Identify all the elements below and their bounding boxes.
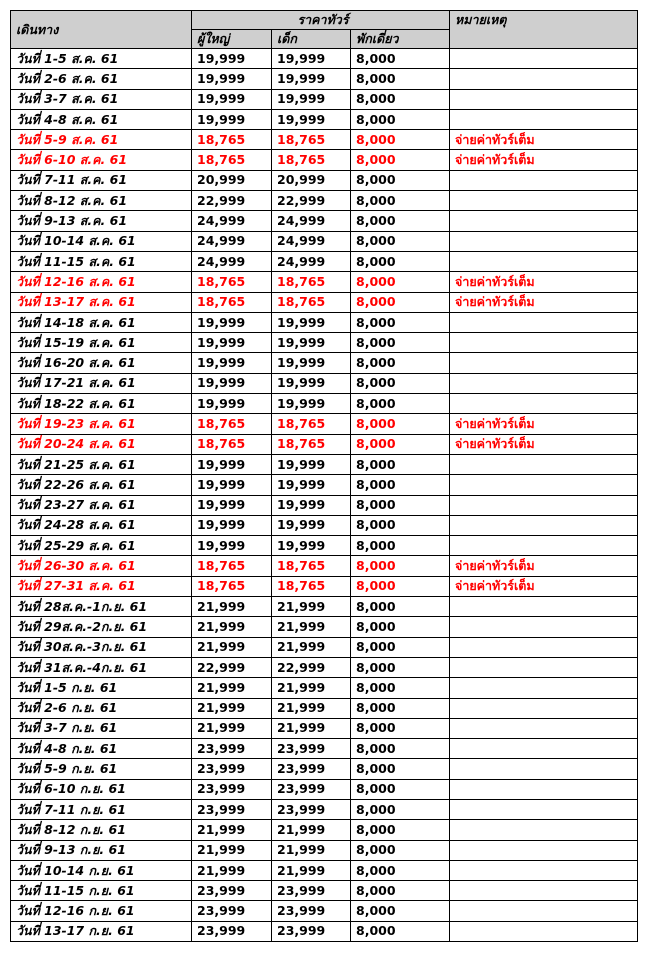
note-cell [450, 211, 638, 231]
child-price-cell: 19,999 [272, 515, 351, 535]
child-price-cell: 19,999 [272, 536, 351, 556]
note-cell [450, 454, 638, 474]
note-cell [450, 860, 638, 880]
adult-price-cell: 21,999 [192, 617, 272, 637]
route-cell: วันที่ 6-10 ก.ย. 61 [11, 779, 192, 799]
single-supplement-cell: 8,000 [351, 170, 450, 190]
route-cell: วันที่ 31ส.ค.-4ก.ย. 61 [11, 657, 192, 677]
table-row [11, 698, 638, 718]
table-row [11, 495, 638, 515]
route-cell: วันที่ 24-28 ส.ค. 61 [11, 515, 192, 535]
child-price-cell: 19,999 [272, 373, 351, 393]
child-price-cell: 23,999 [272, 739, 351, 759]
table-row [11, 109, 638, 129]
table-row [11, 739, 638, 759]
note-cell [450, 49, 638, 69]
header-adult: ผู้ใหญ่ [192, 30, 272, 49]
adult-price-cell: 24,999 [192, 211, 272, 231]
single-supplement-cell: 8,000 [351, 860, 450, 880]
child-price-cell: 19,999 [272, 353, 351, 373]
route-cell: วันที่ 5-9 ก.ย. 61 [11, 759, 192, 779]
table-row [11, 272, 638, 292]
adult-price-cell: 19,999 [192, 69, 272, 89]
table-row [11, 89, 638, 109]
table-row [11, 657, 638, 677]
table-body [11, 49, 638, 942]
adult-price-cell: 21,999 [192, 820, 272, 840]
table-row [11, 130, 638, 150]
route-cell: วันที่ 8-12 ส.ค. 61 [11, 191, 192, 211]
single-supplement-cell: 8,000 [351, 759, 450, 779]
adult-price-cell: 18,765 [192, 556, 272, 576]
route-cell: วันที่ 14-18 ส.ค. 61 [11, 312, 192, 332]
adult-price-cell: 23,999 [192, 739, 272, 759]
adult-price-cell: 21,999 [192, 637, 272, 657]
route-cell: วันที่ 2-6 ส.ค. 61 [11, 69, 192, 89]
table-row [11, 576, 638, 596]
route-cell: วันที่ 12-16 ส.ค. 61 [11, 272, 192, 292]
adult-price-cell: 23,999 [192, 779, 272, 799]
note-cell [450, 109, 638, 129]
child-price-cell: 18,765 [272, 272, 351, 292]
note-cell [450, 759, 638, 779]
adult-price-cell: 19,999 [192, 394, 272, 414]
table-row [11, 759, 638, 779]
header-child: เด็ก [272, 30, 351, 49]
note-cell [450, 921, 638, 941]
route-cell: วันที่ 13-17 ส.ค. 61 [11, 292, 192, 312]
route-cell: วันที่ 30ส.ค.-3ก.ย. 61 [11, 637, 192, 657]
adult-price-cell: 21,999 [192, 860, 272, 880]
adult-price-cell: 21,999 [192, 840, 272, 860]
note-cell [450, 536, 638, 556]
child-price-cell: 21,999 [272, 597, 351, 617]
table-row [11, 231, 638, 251]
adult-price-cell: 19,999 [192, 454, 272, 474]
table-row [11, 901, 638, 921]
adult-price-cell: 18,765 [192, 414, 272, 434]
child-price-cell: 24,999 [272, 231, 351, 251]
note-cell [450, 597, 638, 617]
child-price-cell: 19,999 [272, 109, 351, 129]
single-supplement-cell: 8,000 [351, 109, 450, 129]
single-supplement-cell: 8,000 [351, 49, 450, 69]
route-cell: วันที่ 1-5 ส.ค. 61 [11, 49, 192, 69]
note-cell [450, 718, 638, 738]
note-cell [450, 170, 638, 190]
single-supplement-cell: 8,000 [351, 637, 450, 657]
route-cell: วันที่ 9-13 ส.ค. 61 [11, 211, 192, 231]
note-cell [450, 881, 638, 901]
note-cell [450, 191, 638, 211]
note-cell [450, 779, 638, 799]
table-row [11, 454, 638, 474]
child-price-cell: 21,999 [272, 637, 351, 657]
note-cell [450, 495, 638, 515]
child-price-cell: 21,999 [272, 698, 351, 718]
adult-price-cell: 22,999 [192, 657, 272, 677]
child-price-cell: 24,999 [272, 211, 351, 231]
child-price-cell: 19,999 [272, 394, 351, 414]
table-row [11, 840, 638, 860]
route-cell: วันที่ 5-9 ส.ค. 61 [11, 130, 192, 150]
note-cell: จ่ายค่าทัวร์เต็ม [450, 576, 638, 596]
adult-price-cell: 23,999 [192, 881, 272, 901]
route-cell: วันที่ 4-8 ส.ค. 61 [11, 109, 192, 129]
single-supplement-cell: 8,000 [351, 881, 450, 901]
adult-price-cell: 21,999 [192, 718, 272, 738]
table-row [11, 414, 638, 434]
child-price-cell: 19,999 [272, 495, 351, 515]
header-price-group: ราคาทัวร์ [192, 11, 450, 30]
adult-price-cell: 19,999 [192, 109, 272, 129]
single-supplement-cell: 8,000 [351, 515, 450, 535]
note-cell [450, 617, 638, 637]
child-price-cell: 18,765 [272, 292, 351, 312]
adult-price-cell: 19,999 [192, 353, 272, 373]
note-cell [450, 333, 638, 353]
single-supplement-cell: 8,000 [351, 475, 450, 495]
child-price-cell: 21,999 [272, 617, 351, 637]
table-row [11, 678, 638, 698]
route-cell: วันที่ 6-10 ส.ค. 61 [11, 150, 192, 170]
child-price-cell: 23,999 [272, 881, 351, 901]
table-row [11, 69, 638, 89]
table-row [11, 637, 638, 657]
note-cell: จ่ายค่าทัวร์เต็ม [450, 434, 638, 454]
single-supplement-cell: 8,000 [351, 150, 450, 170]
single-supplement-cell: 8,000 [351, 799, 450, 819]
single-supplement-cell: 8,000 [351, 89, 450, 109]
single-supplement-cell: 8,000 [351, 292, 450, 312]
single-supplement-cell: 8,000 [351, 353, 450, 373]
note-cell: จ่ายค่าทัวร์เต็ม [450, 414, 638, 434]
route-cell: วันที่ 29ส.ค.-2ก.ย. 61 [11, 617, 192, 637]
single-supplement-cell: 8,000 [351, 921, 450, 941]
single-supplement-cell: 8,000 [351, 373, 450, 393]
route-cell: วันที่ 20-24 ส.ค. 61 [11, 434, 192, 454]
single-supplement-cell: 8,000 [351, 576, 450, 596]
adult-price-cell: 20,999 [192, 170, 272, 190]
single-supplement-cell: 8,000 [351, 251, 450, 271]
child-price-cell: 19,999 [272, 49, 351, 69]
adult-price-cell: 21,999 [192, 597, 272, 617]
table-row [11, 779, 638, 799]
table-row [11, 881, 638, 901]
note-cell [450, 353, 638, 373]
route-cell: วันที่ 7-11 ส.ค. 61 [11, 170, 192, 190]
note-cell [450, 69, 638, 89]
single-supplement-cell: 8,000 [351, 394, 450, 414]
child-price-cell: 22,999 [272, 657, 351, 677]
single-supplement-cell: 8,000 [351, 312, 450, 332]
route-cell: วันที่ 4-8 ก.ย. 61 [11, 739, 192, 759]
route-cell: วันที่ 22-26 ส.ค. 61 [11, 475, 192, 495]
adult-price-cell: 19,999 [192, 495, 272, 515]
table-row [11, 312, 638, 332]
note-cell [450, 515, 638, 535]
table-row [11, 799, 638, 819]
route-cell: วันที่ 27-31 ส.ค. 61 [11, 576, 192, 596]
adult-price-cell: 18,765 [192, 150, 272, 170]
adult-price-cell: 18,765 [192, 434, 272, 454]
note-cell [450, 251, 638, 271]
note-cell [450, 901, 638, 921]
child-price-cell: 21,999 [272, 820, 351, 840]
note-cell [450, 698, 638, 718]
note-cell [450, 394, 638, 414]
child-price-cell: 18,765 [272, 150, 351, 170]
table-row [11, 150, 638, 170]
table-row [11, 597, 638, 617]
table-row [11, 353, 638, 373]
table-row [11, 475, 638, 495]
note-cell [450, 89, 638, 109]
single-supplement-cell: 8,000 [351, 718, 450, 738]
adult-price-cell: 23,999 [192, 799, 272, 819]
table-header [11, 11, 638, 49]
note-cell [450, 820, 638, 840]
route-cell: วันที่ 23-27 ส.ค. 61 [11, 495, 192, 515]
table-row [11, 515, 638, 535]
single-supplement-cell: 8,000 [351, 617, 450, 637]
header-route: เดินทาง [11, 11, 192, 49]
note-cell: จ่ายค่าทัวร์เต็ม [450, 556, 638, 576]
route-cell: วันที่ 17-21 ส.ค. 61 [11, 373, 192, 393]
route-cell: วันที่ 28ส.ค.-1ก.ย. 61 [11, 597, 192, 617]
table-row [11, 251, 638, 271]
single-supplement-cell: 8,000 [351, 130, 450, 150]
single-supplement-cell: 8,000 [351, 840, 450, 860]
single-supplement-cell: 8,000 [351, 495, 450, 515]
route-cell: วันที่ 2-6 ก.ย. 61 [11, 698, 192, 718]
route-cell: วันที่ 11-15 ก.ย. 61 [11, 881, 192, 901]
adult-price-cell: 19,999 [192, 333, 272, 353]
child-price-cell: 22,999 [272, 191, 351, 211]
route-cell: วันที่ 10-14 ส.ค. 61 [11, 231, 192, 251]
single-supplement-cell: 8,000 [351, 211, 450, 231]
route-cell: วันที่ 16-20 ส.ค. 61 [11, 353, 192, 373]
single-supplement-cell: 8,000 [351, 678, 450, 698]
route-cell: วันที่ 7-11 ก.ย. 61 [11, 799, 192, 819]
note-cell [450, 231, 638, 251]
single-supplement-cell: 8,000 [351, 597, 450, 617]
single-supplement-cell: 8,000 [351, 698, 450, 718]
header-single: พักเดี่ยว [351, 30, 450, 49]
note-cell [450, 799, 638, 819]
note-cell: จ่ายค่าทัวร์เต็ม [450, 292, 638, 312]
single-supplement-cell: 8,000 [351, 820, 450, 840]
note-cell: จ่ายค่าทัวร์เต็ม [450, 130, 638, 150]
child-price-cell: 19,999 [272, 333, 351, 353]
child-price-cell: 21,999 [272, 860, 351, 880]
note-cell [450, 657, 638, 677]
route-cell: วันที่ 26-30 ส.ค. 61 [11, 556, 192, 576]
table-row [11, 536, 638, 556]
adult-price-cell: 19,999 [192, 515, 272, 535]
child-price-cell: 18,765 [272, 130, 351, 150]
table-row [11, 191, 638, 211]
route-cell: วันที่ 8-12 ก.ย. 61 [11, 820, 192, 840]
route-cell: วันที่ 11-15 ส.ค. 61 [11, 251, 192, 271]
child-price-cell: 23,999 [272, 779, 351, 799]
note-cell [450, 312, 638, 332]
child-price-cell: 21,999 [272, 678, 351, 698]
child-price-cell: 19,999 [272, 454, 351, 474]
child-price-cell: 18,765 [272, 414, 351, 434]
child-price-cell: 18,765 [272, 576, 351, 596]
adult-price-cell: 23,999 [192, 759, 272, 779]
header-note: หมายเหตุ [450, 11, 638, 49]
child-price-cell: 23,999 [272, 901, 351, 921]
note-cell [450, 637, 638, 657]
route-cell: วันที่ 19-23 ส.ค. 61 [11, 414, 192, 434]
table-row [11, 211, 638, 231]
route-cell: วันที่ 18-22 ส.ค. 61 [11, 394, 192, 414]
single-supplement-cell: 8,000 [351, 739, 450, 759]
route-cell: วันที่ 1-5 ก.ย. 61 [11, 678, 192, 698]
table-row [11, 373, 638, 393]
single-supplement-cell: 8,000 [351, 272, 450, 292]
adult-price-cell: 21,999 [192, 678, 272, 698]
child-price-cell: 21,999 [272, 718, 351, 738]
route-cell: วันที่ 12-16 ก.ย. 61 [11, 901, 192, 921]
route-cell: วันที่ 3-7 ส.ค. 61 [11, 89, 192, 109]
adult-price-cell: 21,999 [192, 698, 272, 718]
child-price-cell: 19,999 [272, 312, 351, 332]
child-price-cell: 19,999 [272, 89, 351, 109]
note-cell: จ่ายค่าทัวร์เต็ม [450, 150, 638, 170]
table-row [11, 170, 638, 190]
adult-price-cell: 18,765 [192, 272, 272, 292]
table-row [11, 860, 638, 880]
child-price-cell: 23,999 [272, 799, 351, 819]
child-price-cell: 21,999 [272, 840, 351, 860]
adult-price-cell: 18,765 [192, 576, 272, 596]
single-supplement-cell: 8,000 [351, 779, 450, 799]
child-price-cell: 19,999 [272, 69, 351, 89]
single-supplement-cell: 8,000 [351, 231, 450, 251]
table-row [11, 394, 638, 414]
single-supplement-cell: 8,000 [351, 69, 450, 89]
child-price-cell: 20,999 [272, 170, 351, 190]
note-cell [450, 840, 638, 860]
child-price-cell: 24,999 [272, 251, 351, 271]
adult-price-cell: 19,999 [192, 49, 272, 69]
table-row [11, 718, 638, 738]
route-cell: วันที่ 15-19 ส.ค. 61 [11, 333, 192, 353]
single-supplement-cell: 8,000 [351, 434, 450, 454]
single-supplement-cell: 8,000 [351, 901, 450, 921]
child-price-cell: 18,765 [272, 556, 351, 576]
single-supplement-cell: 8,000 [351, 414, 450, 434]
single-supplement-cell: 8,000 [351, 556, 450, 576]
table-row [11, 820, 638, 840]
adult-price-cell: 19,999 [192, 475, 272, 495]
single-supplement-cell: 8,000 [351, 333, 450, 353]
adult-price-cell: 19,999 [192, 89, 272, 109]
note-cell [450, 475, 638, 495]
route-cell: วันที่ 25-29 ส.ค. 61 [11, 536, 192, 556]
note-cell: จ่ายค่าทัวร์เต็ม [450, 272, 638, 292]
child-price-cell: 19,999 [272, 475, 351, 495]
adult-price-cell: 23,999 [192, 901, 272, 921]
single-supplement-cell: 8,000 [351, 454, 450, 474]
adult-price-cell: 19,999 [192, 373, 272, 393]
adult-price-cell: 24,999 [192, 251, 272, 271]
single-supplement-cell: 8,000 [351, 536, 450, 556]
route-cell: วันที่ 21-25 ส.ค. 61 [11, 454, 192, 474]
note-cell [450, 739, 638, 759]
tour-price-table [10, 10, 638, 942]
table-row [11, 292, 638, 312]
single-supplement-cell: 8,000 [351, 191, 450, 211]
adult-price-cell: 24,999 [192, 231, 272, 251]
table-row [11, 49, 638, 69]
child-price-cell: 18,765 [272, 434, 351, 454]
single-supplement-cell: 8,000 [351, 657, 450, 677]
table-row [11, 434, 638, 454]
adult-price-cell: 22,999 [192, 191, 272, 211]
route-cell: วันที่ 10-14 ก.ย. 61 [11, 860, 192, 880]
table-row [11, 921, 638, 941]
table-row [11, 617, 638, 637]
child-price-cell: 23,999 [272, 921, 351, 941]
note-cell [450, 678, 638, 698]
route-cell: วันที่ 9-13 ก.ย. 61 [11, 840, 192, 860]
note-cell [450, 373, 638, 393]
adult-price-cell: 19,999 [192, 536, 272, 556]
adult-price-cell: 18,765 [192, 130, 272, 150]
adult-price-cell: 23,999 [192, 921, 272, 941]
table-row [11, 556, 638, 576]
route-cell: วันที่ 3-7 ก.ย. 61 [11, 718, 192, 738]
adult-price-cell: 18,765 [192, 292, 272, 312]
route-cell: วันที่ 13-17 ก.ย. 61 [11, 921, 192, 941]
adult-price-cell: 19,999 [192, 312, 272, 332]
table-row [11, 333, 638, 353]
child-price-cell: 23,999 [272, 759, 351, 779]
